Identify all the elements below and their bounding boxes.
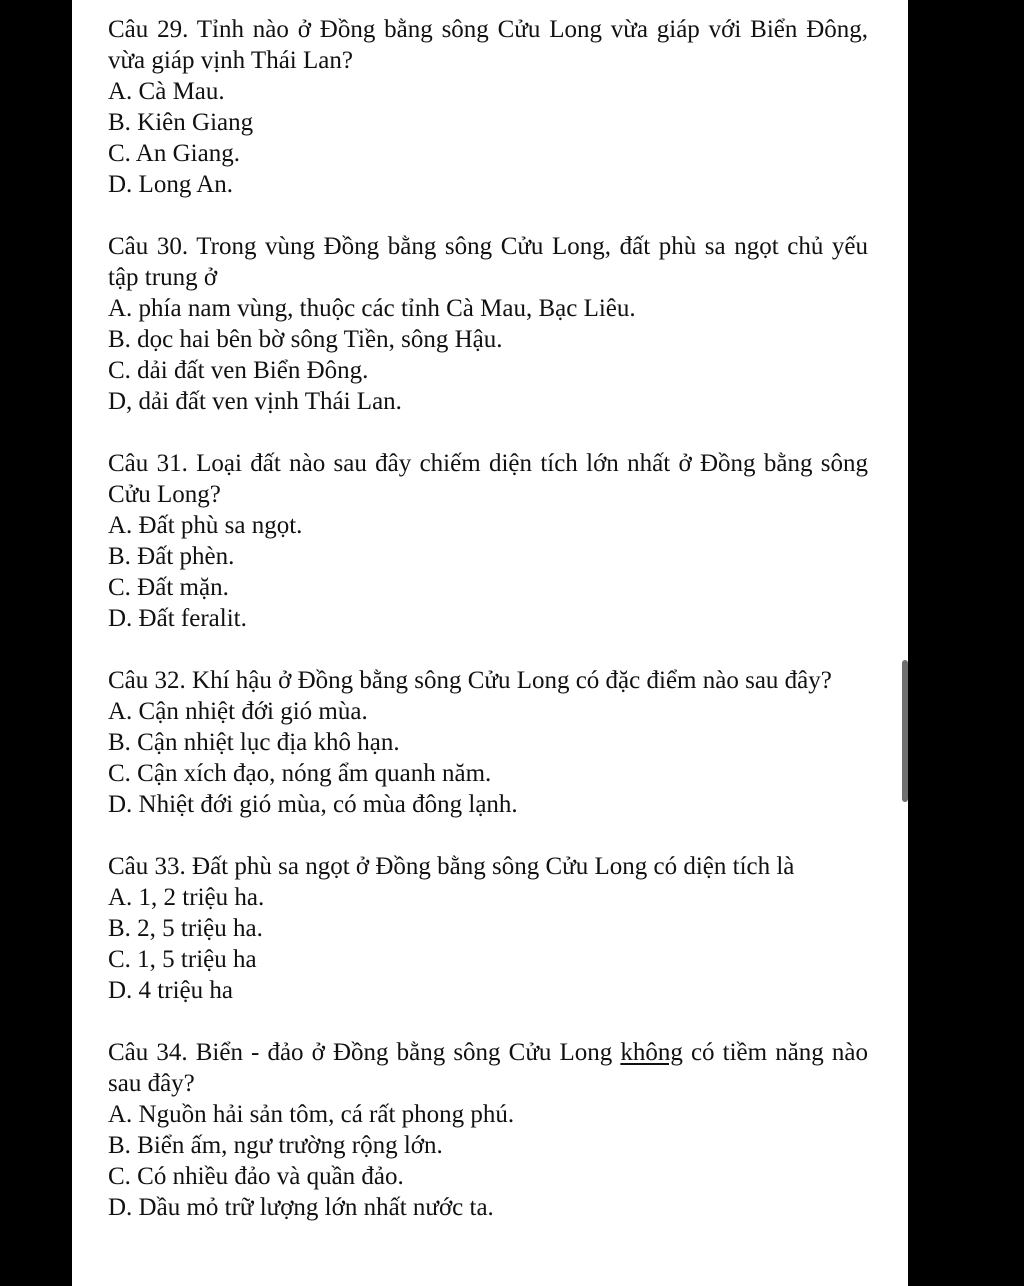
question-text: Câu 29. Tỉnh nào ở Đồng bằng sông Cửu Long vừa giáp với Biển Đông, vừa giáp vịnh Thái Lan? [108,16,868,74]
option-b: B. Đất phèn. [108,543,235,570]
option-c: C. Đất mặn. [108,574,229,601]
option-b: B. dọc hai bên bờ sông Tiền, sông Hậu. [108,326,503,353]
option-a: A. phía nam vùng, thuộc các tỉnh Cà Mau, Bạc Liêu. [108,295,636,322]
question-text: Câu 30. Trong vùng Đồng bằng sông Cửu Long, đất phù sa ngọt chủ yếu tập trung ở [108,233,868,291]
question-32 [108,665,868,820]
option-b: B. Cận nhiệt lục địa khô hạn. [108,729,400,756]
question-33 [108,851,868,1006]
option-b: B. Biển ấm, ngư trường rộng lớn. [108,1132,443,1159]
question-list [108,14,868,1254]
option-d: D. 4 triệu ha [108,977,233,1004]
underlined-keyword: không [620,1039,683,1066]
question-text: Câu 31. Loại đất nào sau đây chiếm diện tích lớn nhất ở Đồng bằng sông Cửu Long? [108,450,868,508]
question-29 [108,14,868,200]
option-c: C. 1, 5 triệu ha [108,946,257,973]
question-text [108,1037,868,1099]
option-c: C. Cận xích đạo, nóng ẩm quanh năm. [108,760,492,787]
question-text-after: có tiềm năng nào sau đây? [108,1039,868,1097]
option-c: C. Có nhiều đảo và quần đảo. [108,1163,404,1190]
question-text-before: Câu 34. Biển - đảo ở Đồng bằng sông Cửu Long [108,1039,621,1066]
option-d: D. Nhiệt đới gió mùa, có mùa đông lạnh. [108,791,518,818]
question-text: Câu 32. Khí hậu ở Đồng bằng sông Cửu Long có đặc điểm nào sau đây? [108,667,832,694]
scrollbar-thumb[interactable] [902,660,908,802]
question-31 [108,448,868,634]
option-d: D. Dầu mỏ trữ lượng lớn nhất nước ta. [108,1194,494,1221]
option-a: A. 1, 2 triệu ha. [108,884,265,911]
option-c: C. An Giang. [108,140,240,167]
option-d: D, dải đất ven vịnh Thái Lan. [108,388,402,415]
option-a: A. Cận nhiệt đới gió mùa. [108,698,368,725]
question-30 [108,231,868,417]
option-d: D. Đất feralit. [108,605,247,632]
document-page [72,0,908,1286]
option-c: C. dải đất ven Biển Đông. [108,357,369,384]
question-34 [108,1037,868,1223]
option-a: A. Cà Mau. [108,78,225,105]
question-text: Câu 33. Đất phù sa ngọt ở Đồng bằng sông Cửu Long có diện tích là [108,853,795,880]
option-b: B. Kiên Giang [108,109,254,136]
option-d: D. Long An. [108,171,233,198]
option-a: A. Đất phù sa ngọt. [108,512,303,539]
option-b: B. 2, 5 triệu ha. [108,915,263,942]
option-a: A. Nguồn hải sản tôm, cá rất phong phú. [108,1101,515,1128]
